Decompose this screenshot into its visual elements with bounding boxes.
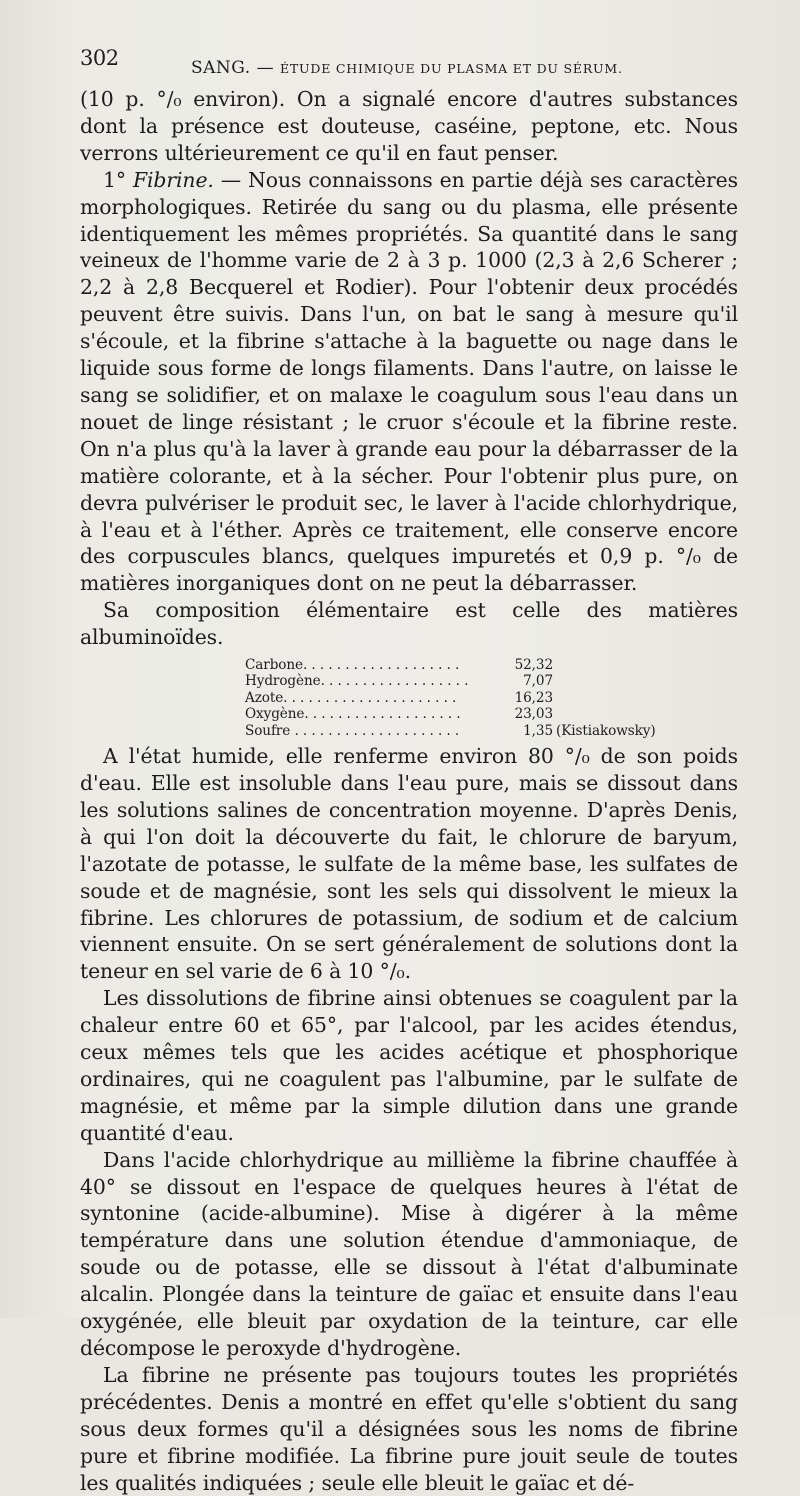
element-name: Soufre . . . . . . . . . . . . . . . . . . . . bbox=[245, 722, 460, 739]
section-title: Fibrine. bbox=[132, 167, 214, 192]
paragraph-fibrine bbox=[80, 167, 738, 598]
running-head-subtitle: ÉTUDE CHIMIQUE DU PLASMA ET DU SÉRUM. bbox=[280, 61, 623, 76]
running-head bbox=[191, 58, 623, 78]
element-value: 23,03 bbox=[514, 706, 553, 723]
paragraph-composition-intro: Sa composition élémentaire est celle des matières albuminoïdes. bbox=[80, 598, 738, 650]
page-header bbox=[80, 46, 740, 82]
element-name: Carbone. . . . . . . . . . . . . . . . . . . bbox=[245, 657, 460, 674]
element-note bbox=[553, 706, 556, 722]
element-note bbox=[553, 673, 556, 689]
paragraph-continuation: (10 p. °/₀ environ). On a signalé encore d'autres substances dont la présence est douteuse, caséine, peptone, etc. Nous verrons ultérieurement ce qu'il en faut penser. bbox=[80, 87, 738, 165]
composition-row bbox=[245, 706, 685, 722]
element-value: 1,35 bbox=[523, 722, 553, 739]
page-number: 302 bbox=[80, 46, 119, 70]
element-value: 16,23 bbox=[514, 689, 553, 706]
composition-row bbox=[245, 723, 685, 739]
paragraph-fibrine-text: — Nous connaissons en partie déjà ses caractères morphologiques. Retirée du sang ou du plasma, elle présente identiquement les mêmes propriétés. Sa quantité dans le sang veineux de l'homme varie de 2 à 3 p. 1000 (2,3 à 2,6 Scherer ; 2,2 à 2,8 Becquerel et Rodier). Pour l'obtenir deux procédés peuvent être suivis. Dans l'un, on bat le sang à mesure qu'il s'écoule, et la fibrine s'attache à la baguette ou nage dans le liquide sous forme de longs filaments. Dans l'autre, on laisse le sang se solidifier, et on malaxe le coagulum sous l'eau dans un nouet de linge résistant ; le cruor s'écoule et la fibrine reste. On n'a plus qu'à la laver à grande eau pour la débarrasser de la matière colorante, et à la sécher. Pour l'obtenir plus pure, on devra pulvériser le produit sec, le laver à l'acide chlorhydrique, à l'eau et à l'éther. Après ce traitement, elle conserve encore des corpuscules blancs, quelques impuretés et 0,9 p. °/₀ de matières inorganiques dont on ne peut la débarrasser. bbox=[80, 167, 738, 596]
paragraph-coagulation: Les dissolutions de fibrine ainsi obtenues se coagulent par la chaleur entre 60 et 65°, par l'alcool, par les acides étendus, ceux mêmes tels que les acides acétique et phosphorique ordinaires, qui ne coagulent pas l'albumine, par le sulfate de magnésie, et même par la simple dilution dans une grande quantité d'eau. bbox=[80, 986, 738, 1145]
composition-row bbox=[245, 657, 685, 673]
element-note bbox=[553, 690, 556, 706]
element-name: Hydrogène. . . . . . . . . . . . . . . . . . bbox=[245, 673, 469, 690]
composition-row bbox=[245, 690, 685, 706]
running-head-main: SANG. — bbox=[191, 58, 275, 78]
element-note: (Kistiakowsky) bbox=[556, 722, 656, 739]
composition-row bbox=[245, 673, 685, 689]
section-number: 1° bbox=[103, 167, 133, 192]
element-name: Azote. . . . . . . . . . . . . . . . . . . . . bbox=[245, 689, 457, 706]
paragraph-forms: La fibrine ne présente pas toujours toutes les propriétés précédentes. Denis a montré en effet qu'elle s'obtient du sang sous deux formes qu'il a désignées sous les noms de fibrine pure et fibrine modifiée. La fibrine pure jouit seule de toutes les qualités indiquées ; seule elle bleuit le gaïac et dé- bbox=[80, 1362, 738, 1495]
element-value: 52,32 bbox=[514, 657, 553, 674]
element-value: 7,07 bbox=[523, 673, 553, 690]
composition-table bbox=[245, 657, 685, 739]
element-name: Oxygène. . . . . . . . . . . . . . . . . . . bbox=[245, 706, 461, 723]
paragraph-digestion: Dans l'acide chlorhydrique au millième la fibrine chauffée à 40° se dissout en l'espace de quelques heures à l'état de syntonine (acide-albumine). Mise à digérer à la même température dans une solution étendue d'ammoniaque, de soude ou de potasse, elle se dissout à l'état d'albuminate alcalin. Plongée dans la teinture de gaïac et ensuite dans l'eau oxygénée, elle bleuit par oxydation de la teinture, car elle décompose le peroxyde d'hydrogène. bbox=[80, 1147, 738, 1360]
paragraph-solubility: A l'état humide, elle renferme environ 80 °/₀ de son poids d'eau. Elle est insoluble dans l'eau pure, mais se dissout dans les solutions salines de concentration moyenne. D'après Denis, à qui l'on doit la découverte du fait, le chlorure de baryum, l'azotate de potasse, le sulfate de la même base, les sulfates de soude et de magnésie, sont les sels qui dissolvent le mieux la fibrine. Les chlorures de potassium, de sodium et de calcium viennent ensuite. On se sert généralement de solutions dont la teneur en sel varie de 6 à 10 °/₀. bbox=[80, 744, 738, 984]
element-note bbox=[553, 657, 556, 673]
body-text bbox=[80, 86, 738, 1496]
